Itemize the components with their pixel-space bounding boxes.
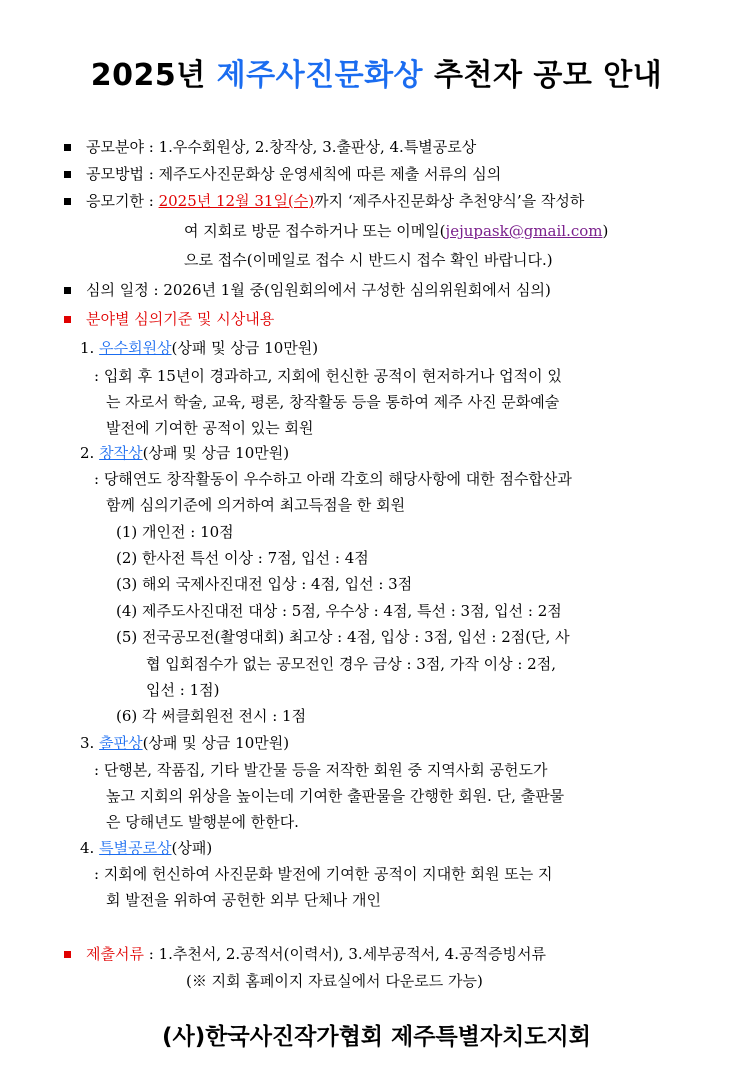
section-1-text: 는 자로서 학술, 교육, 평론, 창작활동 등을 통하여 제주 사진 문화예술 (106, 393, 560, 411)
criteria-item: 입선 : 1점) (146, 681, 220, 699)
email-link[interactable]: jejupask@gmail.com (445, 222, 603, 240)
review-row (86, 280, 551, 300)
section-3-name: 출판상 (99, 734, 143, 752)
review-value: : 2026년 1월 중(임원회의에서 구성한 심의위원회에서 심의) (153, 281, 551, 299)
method-label: 공모방법 (86, 165, 144, 183)
section-2-heading: 2. 창작상(상패 및 상금 10만원) (80, 444, 290, 462)
deadline-line-2: 여 지회로 방문 접수하거나 또는 이메일(jejupask@gmail.com) (184, 222, 609, 240)
field-label: 공모분야 (86, 138, 144, 156)
criteria-item: (2) 한사전 특선 이상 : 7점, 입선 : 4점 (116, 549, 369, 567)
deadline-row: 응모기한 : 2025년 12월 31일(수)까지 ‘제주사진문화상 추천양식’을 작성하 (86, 192, 585, 210)
review-label: 심의 일정 (86, 281, 149, 299)
section-4-heading: 4. 특별공로상(상패) (80, 839, 213, 857)
section-4-text: : 지회에 헌신하여 사진문화 발전에 기여한 공적이 지대한 회원 또는 지 (94, 865, 553, 883)
criteria-item: (1) 개인전 : 10점 (116, 523, 234, 541)
bullet-square-icon (64, 198, 71, 205)
criteria-item: 협 입회점수가 없는 공모전인 경우 금상 : 3점, 가작 이상 : 2점, (146, 655, 556, 673)
criteria-item: (3) 해외 국제사진대전 입상 : 4점, 입선 : 3점 (116, 575, 413, 593)
section-2-text: 함께 심의기준에 의거하여 최고득점을 한 회원 (106, 496, 406, 514)
bullet-square-icon (64, 316, 71, 323)
section-4-text: 회 발전을 위하여 공헌한 외부 단체나 개인 (106, 891, 381, 909)
field-value: : 1.우수회원상, 2.창작상, 3.출판상, 4.특별공로상 (148, 138, 477, 156)
section-3-text: 높고 지회의 위상을 높이는데 기여한 출판물을 간행한 회원. 단, 출판물 (106, 787, 565, 805)
criteria-item: (5) 전국공모전(촬영대회) 최고상 : 4점, 입상 : 3점, 입선 : 2점(단, 사 (116, 628, 570, 646)
criteria-item: (6) 각 써클회원전 전시 : 1점 (116, 707, 307, 725)
section-3-text: 은 당해년도 발행분에 한한다. (106, 813, 299, 831)
criteria-item: (4) 제주도사진대전 대상 : 5점, 우수상 : 4점, 특선 : 3점, 입선 : 2점 (116, 602, 562, 620)
section-1-text: : 입회 후 15년이 경과하고, 지회에 헌신한 공적이 현저하거나 업적이 있 (94, 367, 562, 385)
title-highlight: 제주사진문화상 (216, 58, 424, 93)
documents-value: : 1.추천서, 2.공적서(이력서), 3.세부공적서, 4.공적증빙서류 (148, 945, 546, 963)
deadline-date: 2025년 12월 31일(수) (158, 192, 315, 210)
method-value: : 제주도사진문화상 운영세칙에 따른 제출 서류의 심의 (148, 165, 502, 183)
section-4-name: 특별공로상 (99, 839, 172, 857)
page-title: 2025년 제주사진문화상 추천자 공모 안내 (90, 58, 663, 93)
footer-organization: (사)한국사진작가협회 제주특별자치도지회 (162, 1024, 591, 1050)
section-3-text: : 단행본, 작품집, 기타 발간물 등을 저작한 회원 중 지역사회 공헌도가 (94, 761, 548, 779)
documents-label: 제출서류 (86, 945, 144, 963)
section-3-heading: 3. 출판상(상패 및 상금 10만원) (80, 734, 290, 752)
criteria-heading: 분야별 심의기준 및 시상내용 (86, 310, 275, 328)
section-1-name: 우수회원상 (99, 339, 172, 357)
documents-note: (※ 지회 홈페이지 자료실에서 다운로드 가능) (186, 972, 483, 990)
method-row (86, 164, 501, 184)
bullet-square-icon (64, 287, 71, 294)
section-1-text: 발전에 기여한 공적이 있는 회원 (106, 419, 314, 437)
bullet-square-icon (64, 171, 71, 178)
bullet-square-icon (64, 951, 71, 958)
documents-row (86, 944, 546, 964)
deadline-label: 응모기한 (86, 192, 144, 210)
bullet-square-icon (64, 144, 71, 151)
section-2-name: 창작상 (99, 444, 143, 462)
deadline-line-3: 으로 접수(이메일로 접수 시 반드시 접수 확인 바랍니다.) (184, 251, 553, 269)
section-1-heading: 1. 우수회원상(상패 및 상금 10만원) (80, 339, 319, 357)
field-row (86, 137, 476, 157)
section-2-text: : 당해연도 창작활동이 우수하고 아래 각호의 해당사항에 대한 점수합산과 (94, 470, 572, 488)
